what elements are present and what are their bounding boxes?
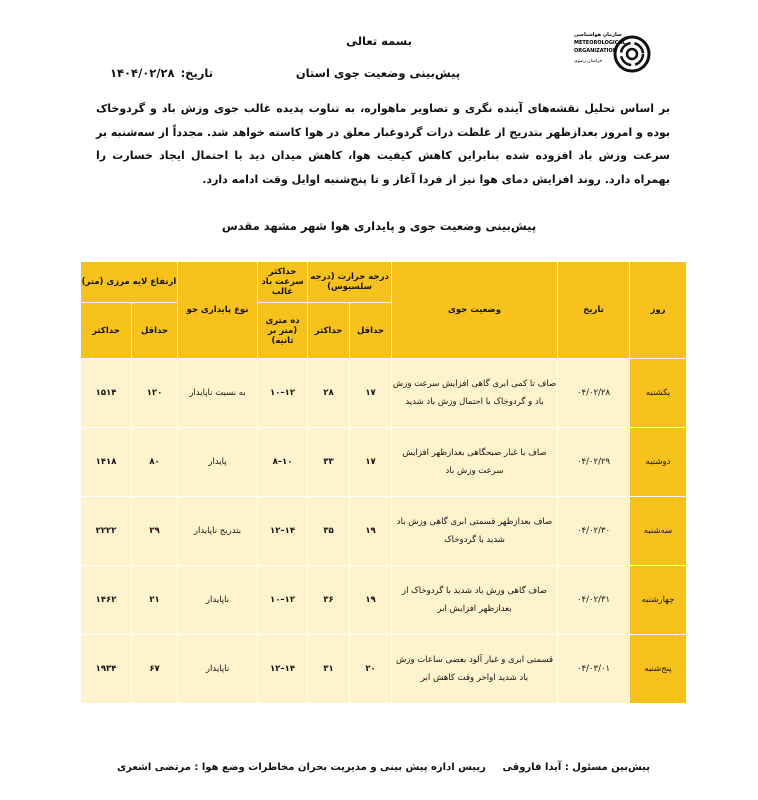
header-wind-unit: ده متری (متر بر ثانیه) — [258, 303, 308, 359]
cell-tmin: ۱۷ — [350, 359, 392, 428]
cell-weather: صاف بعدازظهر قسمتی ابری گاهی وزش باد شدید با گردوخاک — [392, 497, 558, 566]
cell-stability: بتدریج ناپایدار — [178, 497, 258, 566]
cell-weather: قسمتی ابری و غبار آلود بعضی ساعات وزش باد شدید اواخر وقت کاهش ابر — [392, 635, 558, 704]
table-title: پیش‌بینی وضعیت جوی و پایداری هوا شهر مشهد مقدس — [221, 219, 537, 233]
cell-day: پنج‌شنبه — [630, 635, 687, 704]
table-row — [81, 359, 687, 428]
cell-day: یکشنبه — [630, 359, 687, 428]
table-row — [81, 497, 687, 566]
cell-bl-max: ۱۹۳۴ — [81, 635, 132, 704]
header-bl-max: حداکثر — [81, 303, 132, 359]
cell-wind: ۱۲–۱۰ — [258, 359, 308, 428]
cell-date: ۰۴/۰۲/۲۸ — [558, 359, 630, 428]
forecast-title: پیش‌بینی وضعیت جوی استان — [295, 66, 461, 80]
header-bl-min: حداقل — [132, 303, 178, 359]
header-temperature: درجه حرارت (درجه سلسیوس) — [308, 262, 392, 303]
forecaster-signature: پیش‌بین مسئول : آیدا فاروقی — [502, 762, 650, 773]
chief-signature: رییس اداره پیش بینی و مدیریت بحران مخاطرات وضع هوا : مرتضی اشعری — [117, 762, 486, 773]
forecast-table — [80, 261, 687, 704]
header-wind: حداکثر سرعت باد غالب — [258, 262, 308, 303]
cell-wind: ۱۴–۱۲ — [258, 497, 308, 566]
table-row — [81, 566, 687, 635]
cell-weather: صاف تا کمی ابری گاهی افزایش سرعت وزش باد و گردوخاک با احتمال وزش باد شدید — [392, 359, 558, 428]
header-date: تاریخ — [558, 262, 630, 359]
cell-bl-min: ۸۰ — [132, 428, 178, 497]
cell-day: سه‌شنبه — [630, 497, 687, 566]
date-value: ۱۴۰۴/۰۲/۲۸ — [110, 66, 175, 80]
cell-day: دوشنبه — [630, 428, 687, 497]
header-boundary-layer: ارتفاع لایه مرزی (متر) — [81, 262, 178, 303]
logo-icon — [572, 26, 658, 82]
cell-date: ۰۴/۰۲/۲۹ — [558, 428, 630, 497]
meteorological-organization-logo — [572, 26, 658, 82]
table-row — [81, 635, 687, 704]
cell-weather: صاف با غبار صبحگاهی بعدازظهر افزایش سرعت وزش باد — [392, 428, 558, 497]
cell-tmax: ۳۶ — [308, 566, 350, 635]
cell-bl-min: ۶۷ — [132, 635, 178, 704]
table-row — [81, 428, 687, 497]
logo-text-2: METEOROLOGICAL — [574, 40, 626, 46]
cell-wind: ۱۰–۸ — [258, 428, 308, 497]
cell-wind: ۱۴–۱۲ — [258, 635, 308, 704]
document-heading: بسمه تعالی — [346, 34, 412, 48]
cell-stability: به نسبت ناپایدار — [178, 359, 258, 428]
logo-text-4: خراسان رضوی — [574, 59, 603, 64]
cell-date: ۰۴/۰۳/۰۱ — [558, 635, 630, 704]
cell-bl-min: ۲۱ — [132, 566, 178, 635]
cell-tmin: ۱۷ — [350, 428, 392, 497]
cell-bl-min: ۲۹ — [132, 497, 178, 566]
cell-bl-min: ۱۲۰ — [132, 359, 178, 428]
header-day: روز — [630, 262, 687, 359]
cell-wind: ۱۲–۱۰ — [258, 566, 308, 635]
date-label: تاریخ: — [180, 66, 214, 80]
forecast-paragraph: بر اساس تحلیل نقشه‌های آینده نگری و تصاویر ماهواره، به تناوب پدیده غالب جوی وزش باد و گردوخاک بوده و امروز بعدازظهر بتدریج از غلظت ذرات گردوغبار معلق در هوا کاسته خواهد شد. مجدداً از سه‌شنبه بر سرعت وزش باد افزوده شده بنابراین کاهش کیفیت هوا، کاهش میدان دید با احتمال ایجاد خسارت را بهمراه دارد. روند افزایش دمای هوا نیز از فردا آغاز و تا پنج‌شنبه اوایل وقت ادامه دارد. — [96, 102, 670, 186]
cell-tmin: ۲۰ — [350, 635, 392, 704]
cell-tmax: ۳۱ — [308, 635, 350, 704]
cell-date: ۰۴/۰۲/۳۱ — [558, 566, 630, 635]
cell-tmin: ۱۹ — [350, 566, 392, 635]
cell-stability: ناپایدار — [178, 635, 258, 704]
cell-tmin: ۱۹ — [350, 497, 392, 566]
header-weather: وضعیت جوی — [392, 262, 558, 359]
header-temp-min: حداقل — [350, 303, 392, 359]
cell-day: چهارشنبه — [630, 566, 687, 635]
logo-text-3: ORGANIZATION — [574, 48, 617, 54]
cell-tmax: ۲۸ — [308, 359, 350, 428]
cell-stability: ناپایدار — [178, 566, 258, 635]
issue-date — [110, 66, 213, 80]
cell-weather: صاف گاهی وزش باد شدید با گردوخاک از بعدازظهر افزایش ابر — [392, 566, 558, 635]
cell-date: ۰۴/۰۲/۳۰ — [558, 497, 630, 566]
cell-stability: پایدار — [178, 428, 258, 497]
logo-text-1: سازمان هواشناسی — [574, 32, 622, 38]
header-stability: نوع پایداری جو — [178, 262, 258, 359]
cell-tmax: ۳۵ — [308, 497, 350, 566]
cell-bl-max: ۲۲۲۲ — [81, 497, 132, 566]
cell-bl-max: ۱۴۱۸ — [81, 428, 132, 497]
cell-bl-max: ۱۴۶۲ — [81, 566, 132, 635]
header-temp-max: حداکثر — [308, 303, 350, 359]
cell-tmax: ۳۳ — [308, 428, 350, 497]
cell-bl-max: ۱۵۱۴ — [81, 359, 132, 428]
